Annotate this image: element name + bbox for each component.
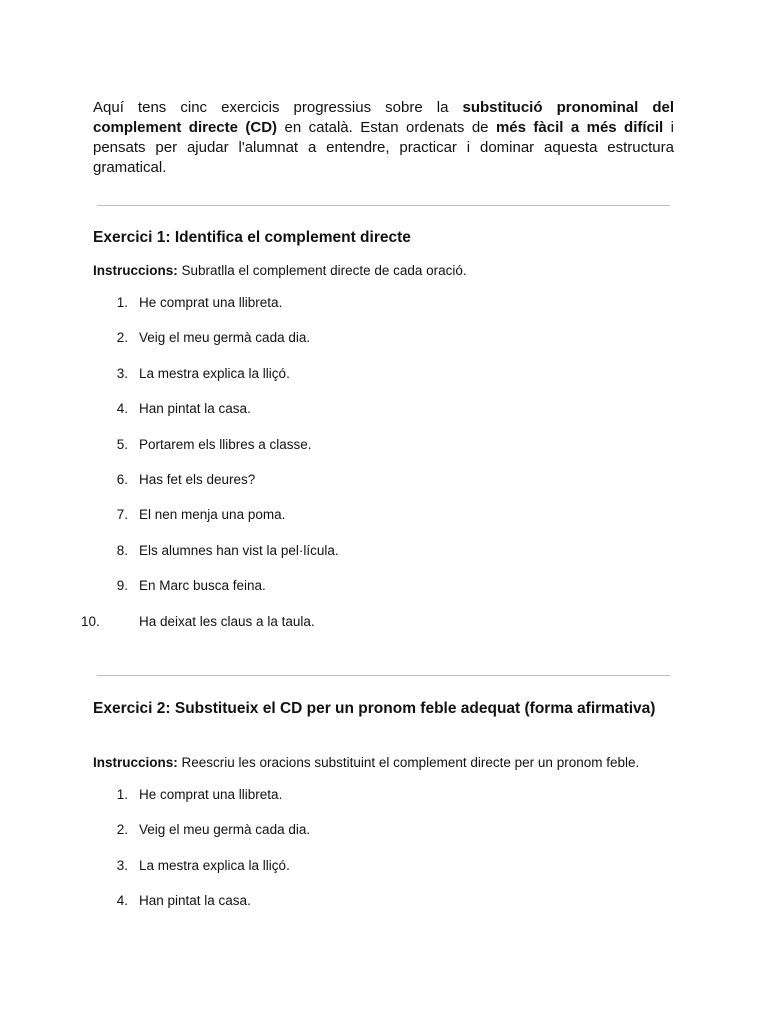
- item-text: La mestra explica la lliçó.: [139, 857, 290, 873]
- list-item: [93, 436, 674, 471]
- list-item: [93, 892, 674, 927]
- item-number: 1.: [116, 295, 128, 310]
- exercise-2-instructions-label: Instruccions:: [93, 755, 178, 770]
- list-item: [93, 400, 674, 435]
- intro-bold-2: més fàcil a més difícil: [495, 119, 664, 136]
- item-number: 2.: [116, 330, 128, 346]
- intro-text-1: Aquí tens cinc exercicis progressius sobre la: [93, 99, 463, 116]
- exercise-1-instructions-label: Instruccions:: [93, 263, 178, 278]
- list-item: [93, 365, 674, 400]
- intro-text-3: i pensats per ajudar l'alumnat a entendre, practicar i dominar aquesta estructura gramatical.: [93, 119, 674, 176]
- item-number: 2.: [116, 822, 128, 838]
- exercise-1-list: [81, 294, 674, 648]
- item-text: He comprat una llibreta.: [139, 295, 283, 310]
- exercise-1-title: Exercici 1: Identifica el complement directe: [93, 229, 411, 246]
- list-item: [93, 471, 674, 506]
- item-number: 4.: [116, 893, 128, 909]
- item-text: Ha deixat les claus a la taula.: [139, 613, 315, 629]
- item-text: Veig el meu germà cada dia.: [139, 822, 311, 838]
- item-number: 7.: [116, 507, 128, 523]
- item-number: 8.: [116, 542, 128, 558]
- item-number: 9.: [116, 578, 128, 594]
- list-item: [93, 329, 674, 364]
- item-number: 6.: [116, 471, 128, 487]
- item-text: Portarem els llibres a classe.: [139, 436, 312, 452]
- document-page: [81, 98, 674, 909]
- list-item: [93, 542, 674, 577]
- list-item: [93, 506, 674, 541]
- item-number: 3.: [116, 365, 128, 381]
- exercise-2-title: Exercici 2: Substitueix el CD per un pronom feble adequat (forma afirmativa): [93, 700, 656, 717]
- item-text: He comprat una llibreta.: [139, 787, 283, 802]
- item-text: En Marc busca feina.: [139, 578, 266, 594]
- exercise-2-instructions-text: Reescriu les oracions substituint el complement directe per un pronom feble.: [177, 755, 640, 770]
- list-item: [93, 821, 674, 856]
- intro-text-2: en català. Estan ordenats de: [277, 119, 496, 136]
- item-text: Han pintat la casa.: [139, 893, 251, 909]
- exercise-2-list: [93, 786, 674, 928]
- divider-2: [97, 675, 670, 676]
- list-item: [93, 294, 674, 329]
- item-number: 5.: [116, 436, 128, 452]
- item-text: Has fet els deures?: [139, 471, 256, 487]
- divider-1: [97, 205, 670, 206]
- exercise-1-instructions: [93, 262, 674, 280]
- item-number: 1.: [116, 787, 128, 802]
- item-text: La mestra explica la lliçó.: [139, 365, 290, 381]
- item-text: Han pintat la casa.: [139, 401, 251, 417]
- list-item: [93, 577, 674, 612]
- list-item: [81, 613, 674, 648]
- intro-paragraph: [93, 98, 674, 178]
- exercise-1-instructions-text: Subratlla el complement directe de cada oració.: [177, 263, 467, 278]
- item-text: Els alumnes han vist la pel·lícula.: [139, 542, 339, 558]
- exercise-2-instructions: [93, 754, 674, 772]
- item-text: El nen menja una poma.: [139, 507, 286, 523]
- list-item: [93, 857, 674, 892]
- item-number: 10.: [81, 613, 100, 629]
- item-number: 4.: [116, 401, 128, 417]
- intro-bold-1: substitució pronominal del complement directe (CD): [93, 99, 674, 136]
- item-number: 3.: [116, 857, 128, 873]
- list-item: [93, 786, 674, 821]
- item-text: Veig el meu germà cada dia.: [139, 330, 311, 346]
